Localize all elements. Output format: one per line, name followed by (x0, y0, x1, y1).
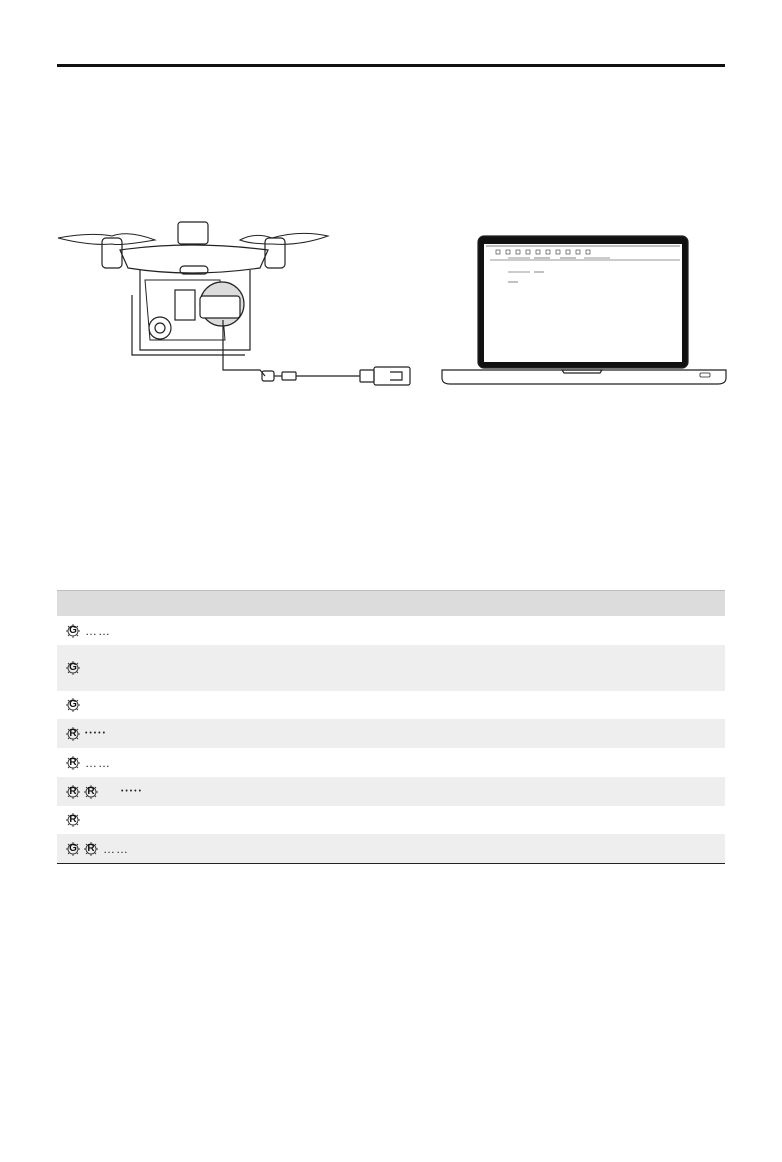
red-led-icon (65, 784, 81, 800)
led-letter: R (87, 842, 95, 854)
laptop-icon (442, 236, 726, 384)
green-led-icon (65, 660, 81, 676)
blink-pattern: …… (103, 841, 129, 856)
blink-pattern: …… (85, 755, 111, 770)
table-row (57, 616, 725, 645)
red-led-icon (83, 784, 99, 800)
table-row (57, 691, 725, 719)
table-header (57, 590, 725, 616)
page-top-rule (57, 64, 725, 67)
led-letter: G (69, 662, 77, 673)
table-row (57, 645, 725, 691)
led-letter: R (69, 727, 77, 739)
led-letter: R (87, 785, 95, 797)
blink-pattern: …… (85, 623, 111, 638)
led-letter: R (69, 814, 77, 825)
led-letter: R (69, 785, 77, 797)
blink-pattern: • • • • • (121, 788, 142, 795)
green-led-icon (65, 623, 81, 639)
green-led-icon (65, 697, 81, 713)
led-letter: G (69, 699, 77, 710)
table-row (57, 719, 725, 748)
led-letter: G (69, 624, 77, 636)
green-led-icon (65, 841, 81, 857)
red-led-icon (65, 812, 81, 828)
blink-pattern: • • • • • (85, 730, 106, 737)
table-row (57, 834, 725, 863)
red-led-icon (65, 755, 81, 771)
aircraft-status-led-table (57, 590, 725, 864)
red-led-icon (65, 726, 81, 742)
table-row (57, 748, 725, 777)
table-row (57, 806, 725, 834)
usb-cable-icon (262, 367, 410, 385)
drone-icon (58, 222, 328, 376)
red-led-icon (83, 841, 99, 857)
led-letter: R (69, 756, 77, 768)
table-row (57, 777, 725, 806)
drone-to-laptop-usb-illustration (50, 210, 730, 400)
led-letter: G (69, 842, 77, 854)
